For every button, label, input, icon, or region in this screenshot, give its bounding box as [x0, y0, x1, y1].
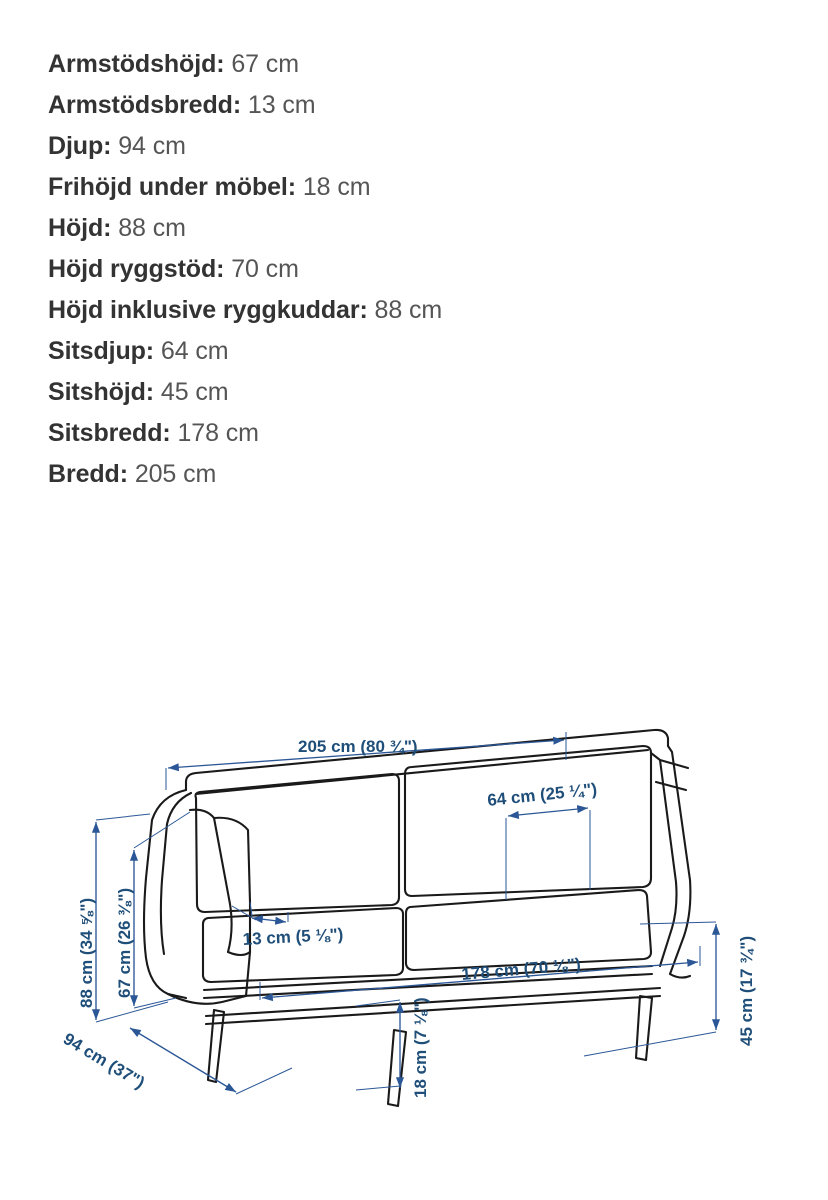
spec-value: 178 cm — [177, 419, 259, 447]
dimension-label-depth: 94 cm (37") — [59, 1029, 148, 1093]
dimension-spec-list — [48, 44, 768, 495]
sofa-dimension-diagram — [0, 690, 828, 1150]
armrest-left-outer — [144, 790, 186, 998]
dimension-label-clearance: 18 cm (7 ⅛") — [411, 997, 430, 1098]
spec-row — [48, 126, 768, 167]
spec-label: Höjd inklusive ryggkuddar: — [48, 296, 368, 324]
spec-value: 88 cm — [118, 214, 186, 242]
armrest-right-top-edge-2 — [656, 782, 686, 790]
dimension-label-seat-depth: 64 cm (25 ¼") — [486, 779, 598, 810]
spec-label: Bredd: — [48, 460, 128, 488]
back-cushion-right — [405, 746, 651, 896]
spec-row — [48, 290, 768, 331]
spec-label: Höjd ryggstöd: — [48, 255, 225, 283]
spec-value: 64 cm — [160, 337, 229, 365]
frame-front-rail-top — [206, 988, 660, 1016]
spec-row — [48, 413, 768, 454]
spec-value: 205 cm — [134, 460, 217, 488]
spec-label: Armstödsbredd: — [48, 91, 242, 119]
spec-label: Höjd: — [48, 214, 112, 242]
frame-front-rail-bottom — [206, 996, 660, 1024]
spec-label: Djup: — [48, 132, 112, 160]
spec-value: 88 cm — [374, 296, 443, 324]
spec-row — [48, 167, 768, 208]
spec-value: 18 cm — [302, 173, 371, 201]
spec-value: 67 cm — [231, 50, 299, 78]
spec-label: Sitsbredd: — [48, 419, 171, 447]
leg-front-left — [208, 1010, 224, 1082]
spec-row — [48, 85, 768, 126]
spec-label: Frihöjd under möbel: — [48, 173, 296, 201]
spec-row — [48, 331, 768, 372]
spec-row — [48, 249, 768, 290]
armrest-left-side-edge — [246, 952, 250, 996]
spec-value: 70 cm — [231, 255, 299, 283]
dimension-label-seat-width: 178 cm (70 ⅛") — [460, 954, 582, 984]
spec-value: 13 cm — [247, 91, 316, 119]
spec-row — [48, 372, 768, 413]
leg-front-right — [388, 1030, 406, 1106]
spec-value: 45 cm — [160, 378, 229, 406]
dimension-label-armrest-height: 67 cm (26 ⅜") — [115, 887, 134, 998]
spec-label: Sitshöjd: — [48, 378, 155, 406]
dimension-label-armrest-width: 13 cm (5 ⅛") — [242, 924, 344, 949]
spec-row — [48, 454, 768, 495]
spec-label: Sitsdjup: — [48, 337, 155, 365]
back-cushion-left — [196, 774, 400, 912]
dimension-label-seat-height: 45 cm (17 ¾") — [737, 935, 756, 1046]
spec-row — [48, 208, 768, 249]
spec-row — [48, 44, 768, 85]
leg-back-right — [636, 996, 652, 1060]
armrest-right-outer — [668, 746, 690, 974]
spec-value: 94 cm — [118, 132, 186, 160]
armrest-left-inner-curve — [161, 793, 191, 954]
armrest-right-bottom — [670, 974, 690, 978]
armrest-left-front-top — [214, 818, 250, 902]
spec-label: Armstödshöjd: — [48, 50, 225, 78]
seat-cushion-right — [406, 890, 651, 970]
dimension-label-width: 205 cm (80 ¾") — [298, 737, 418, 756]
dimension-label-height: 88 cm (34 ⅝") — [77, 897, 96, 1008]
